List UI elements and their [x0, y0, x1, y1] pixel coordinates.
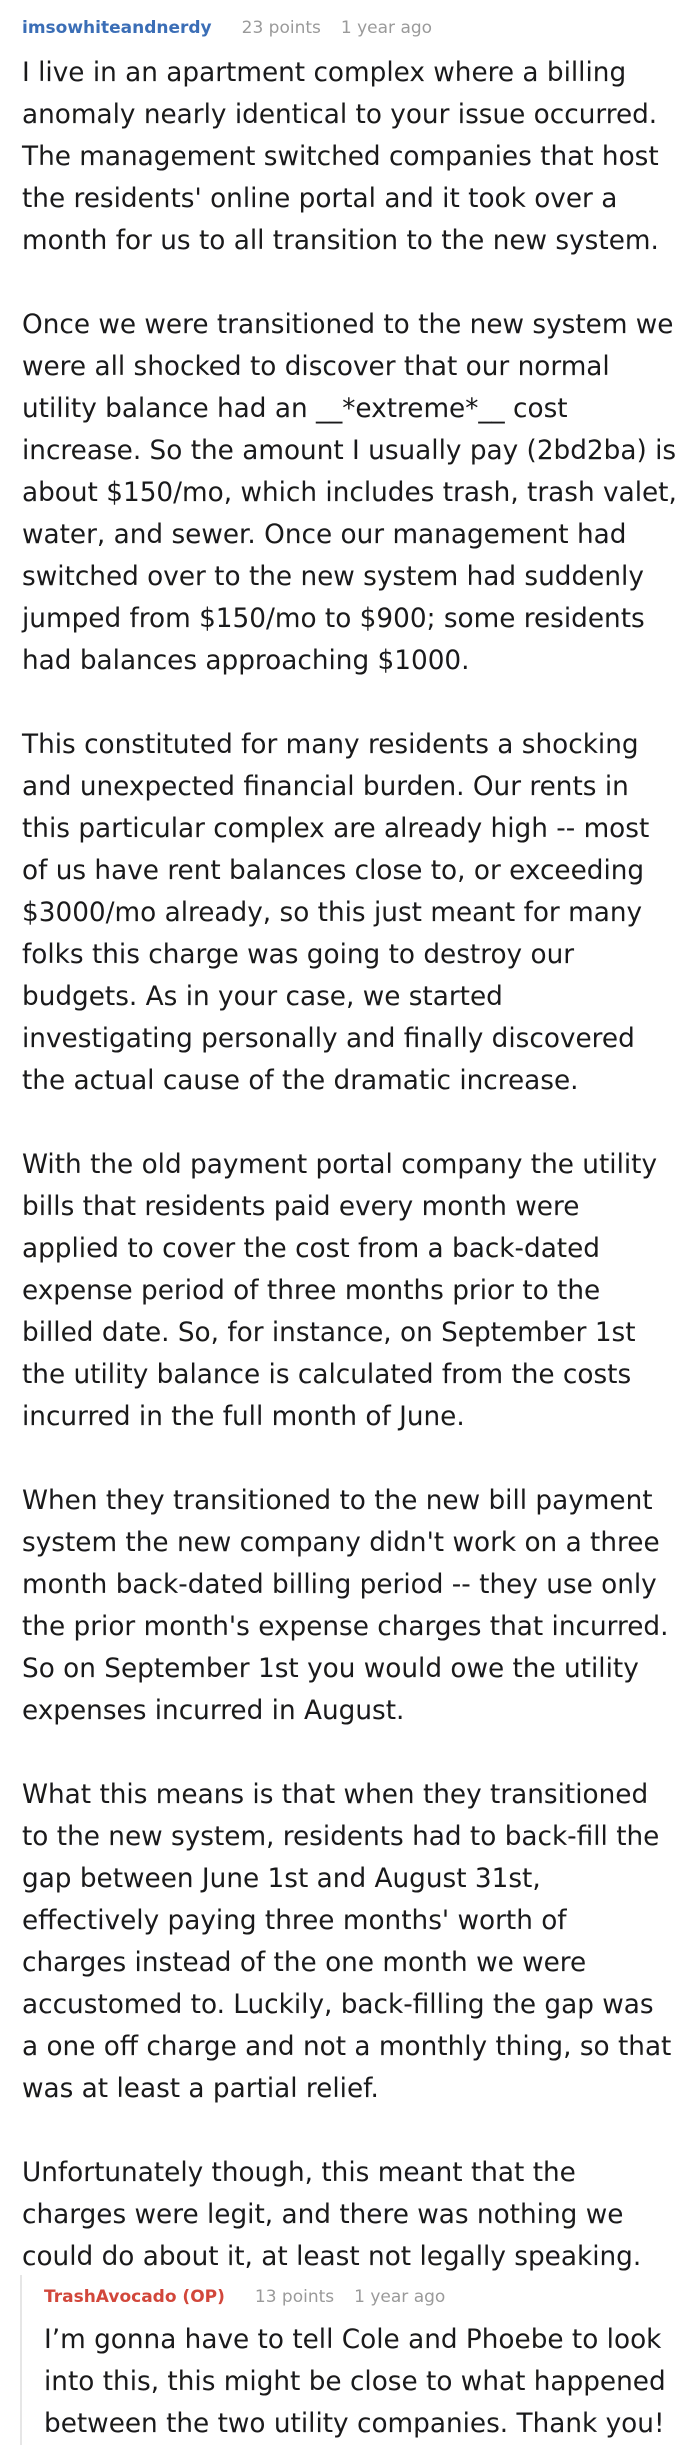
comment-paragraph: Unfortunately though, this meant that the charges were legit, and there was nothing we could do about it, at least not legally speaking.	[22, 2158, 642, 2272]
comment-author[interactable]: imsowhiteandnerdy	[22, 18, 212, 38]
reply-timestamp: 1 year ago	[354, 2287, 446, 2307]
reply-author[interactable]: TrashAvocado (OP)	[44, 2287, 225, 2307]
comment-paragraph: I live in an apartment complex where a billing anomaly nearly identical to your issue occurred. The management switched companies that host the residents' online portal and it took over a month for us to all transition to the new system.	[22, 58, 659, 256]
reply-paragraph: I’m gonna have to tell Cole and Phoebe to look into this, this might be close to what happened between the two utility companies. Thank you!	[44, 2325, 666, 2439]
comment-points: 23 points	[241, 18, 321, 38]
comment-paragraph: This constituted for many residents a shocking and unexpected financial burden. Our rents in this particular complex are already high -- most of us have rent balances close to, or exceeding $3000/mo already, so this just meant for many folks this charge was going to destroy our budgets. As in your case, we started investigating personally and finally discovered the actual cause of the dramatic increase.	[22, 730, 650, 1096]
comment-paragraph: Once we were transitioned to the new system we were all shocked to discover that our normal utility balance had an __*extreme*__ cost increase. So the amount I usually pay (2bd2ba) is about $150/mo, which includes trash, trash valet, water, and sewer. Once our management had switched over to the new system had suddenly jumped from $150/mo to $900; some residents had balances approaching $1000.	[22, 310, 677, 676]
comment-paragraph: With the old payment portal company the utility bills that residents paid every month were applied to cover the cost from a back-dated expense period of three months prior to the billed date. So, for instance, on September 1st the utility balance is calculated from the costs incurred in the full month of June.	[22, 1150, 658, 1432]
comment-timestamp: 1 year ago	[340, 18, 433, 38]
comment-body	[22, 52, 678, 2278]
comment-paragraph: When they transitioned to the new bill payment system the new company didn't work on a three month back-dated billing period -- they use only the prior month's expense charges that incurred. So on September 1st you would owe the utility expenses incurred in August.	[22, 1486, 669, 1726]
comment-paragraph: What this means is that when they transitioned to the new system, residents had to back-fill the gap between June 1st and August 31st, effectively paying three months' worth of charges instead of the one month we were accustomed to. Luckily, back-filling the gap was a one off charge and not a monthly thing, so that was at least a partial relief.	[22, 1780, 672, 2104]
reply-comment	[20, 2275, 692, 2445]
comment-meta	[22, 18, 678, 40]
reply-meta	[44, 2287, 692, 2309]
reply-body	[44, 2319, 692, 2445]
reply-points: 13 points	[254, 2287, 335, 2307]
